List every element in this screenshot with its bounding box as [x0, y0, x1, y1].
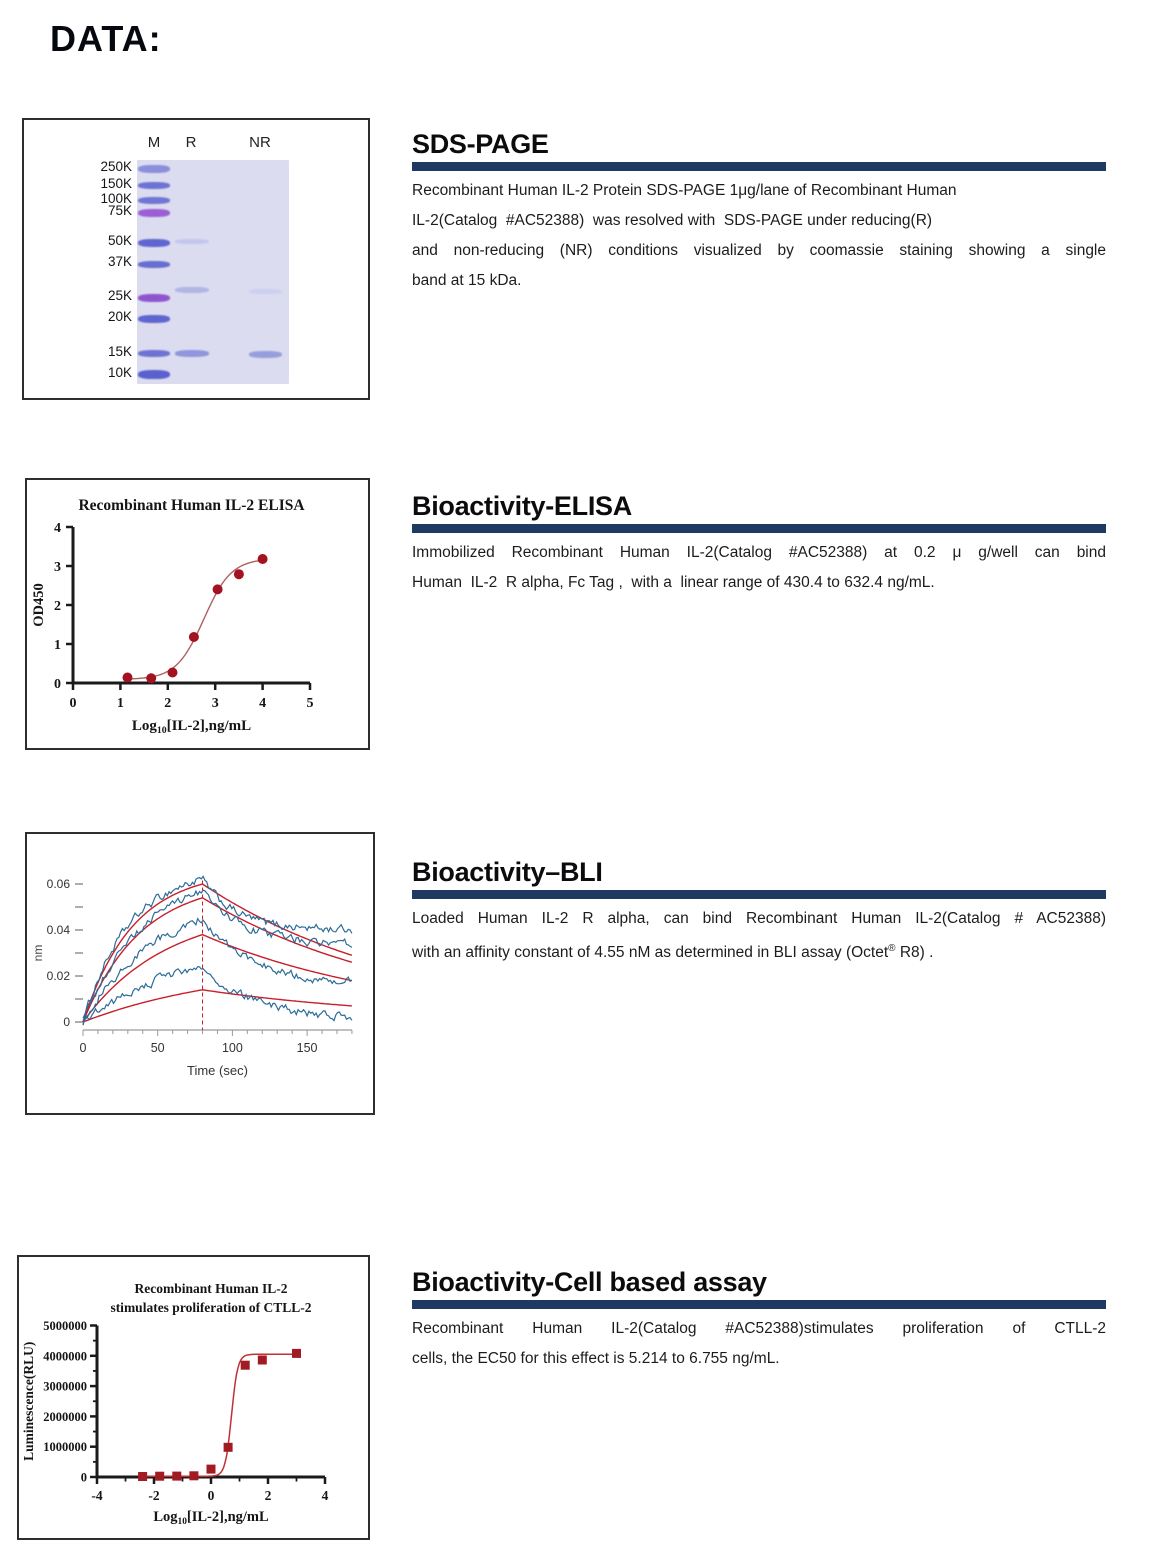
ctll2-data-point [292, 1349, 301, 1358]
svg-text:2: 2 [164, 696, 172, 711]
bioactivity-cell-text-line: cells, the EC50 for this effect is 5.214 to 6.755 ng/mL. [412, 1350, 780, 1367]
section-bioactivity-bli [412, 856, 1106, 968]
sds-page-text-line: Recombinant Human IL-2 Protein SDS-PAGE 1μg/lane of Recombinant Human [412, 182, 957, 199]
svg-text:Log10[IL-2],ng/mL: Log$_{10}$[IL-2],ng/mL [131, 718, 252, 736]
elisa-data-point [189, 632, 199, 642]
gel-band [138, 350, 170, 357]
svg-text:2: 2 [54, 599, 61, 614]
bioactivity-cell-text-line: Recombinant Human IL-2(Catalog #AC52388)stimulates proliferation of CTLL-2 [412, 1320, 1106, 1337]
elisa-data-point [213, 584, 223, 594]
bli-line2-pre: with an affinity constant of 4.55 nM as determined in BLI assay (Octet [412, 944, 889, 962]
gel-band [249, 351, 282, 358]
svg-text:3: 3 [211, 696, 219, 711]
svg-text:1: 1 [116, 696, 124, 711]
ctll2-data-point [155, 1472, 164, 1481]
svg-text:5: 5 [306, 696, 314, 711]
bioactivity-elisa-text-line: Immobilized Recombinant Human IL-2(Catalog #AC52388) at 0.2 μ g/well can bind [412, 544, 1106, 561]
gel-lane-label: M [147, 134, 161, 151]
gel-marker-label: 15K [107, 343, 132, 359]
svg-text:0: 0 [79, 1041, 87, 1055]
svg-text:5000000: 5000000 [43, 1319, 87, 1333]
gel-marker-label: 150K [100, 175, 132, 191]
bioactivity-cell-heading: Bioactivity-Cell based assay [412, 1267, 767, 1297]
svg-text:nm: nm [31, 944, 45, 962]
svg-text:4: 4 [259, 696, 267, 711]
gel-band [138, 165, 170, 173]
svg-text:4: 4 [321, 1488, 329, 1503]
bioactivity-elisa-text-line: Human IL-2 R alpha, Fc Tag , with a linear range of 430.4 to 632.4 ng/mL. [412, 574, 935, 591]
sds-page-heading: SDS-PAGE [412, 129, 549, 159]
bli-data-trace [83, 967, 352, 1021]
gel-marker-label: 250K [100, 158, 132, 174]
svg-text:3000000: 3000000 [43, 1379, 87, 1394]
ctll2-chart [19, 1257, 368, 1538]
svg-text:Log10[IL-2],ng/mL: Log$_{10}$[IL-2],ng/mL [153, 1509, 269, 1527]
cell-assay-chart-figure [17, 1255, 370, 1540]
svg-text:4000000: 4000000 [43, 1349, 87, 1364]
ctll2-fit-curve [140, 1354, 297, 1476]
svg-text:0: 0 [54, 677, 61, 692]
svg-text:0: 0 [69, 696, 77, 711]
gel-band [138, 370, 170, 379]
svg-text:2000000: 2000000 [43, 1409, 87, 1424]
elisa-chart-figure [25, 478, 370, 750]
gel-band [138, 209, 170, 217]
registered-trademark-symbol: ® [888, 943, 896, 954]
bli-fit-curve [83, 898, 352, 1022]
gel-marker-label: 50K [107, 232, 132, 248]
gel-band [138, 239, 170, 247]
sds-page-gel-figure [22, 118, 370, 400]
svg-text:0.04: 0.04 [46, 923, 70, 937]
bli-chart-figure [25, 832, 375, 1115]
svg-text:0.06: 0.06 [46, 877, 70, 891]
bli-line2-post: R8) . [895, 944, 934, 962]
ctll2-data-point [258, 1356, 267, 1365]
gel-lane-label: NR [249, 134, 271, 151]
gel-marker-label: 25K [107, 287, 132, 303]
bioactivity-bli-text-line [412, 934, 1106, 968]
sds-page-heading-rule [412, 162, 1106, 171]
gel-band [249, 289, 282, 294]
sds-page-text-line: and non-reducing (NR) conditions visualized by coomassie staining showing a single [412, 242, 1106, 259]
ctll2-data-point [224, 1443, 233, 1452]
gel-image [24, 120, 368, 398]
svg-text:2: 2 [264, 1488, 272, 1503]
gel-band [138, 261, 170, 268]
elisa-chart [27, 480, 368, 748]
ctll2-data-point [241, 1361, 250, 1370]
bli-data-trace [83, 890, 352, 1018]
bioactivity-cell-heading-rule [412, 1300, 1106, 1309]
elisa-data-point [168, 668, 178, 678]
svg-text:OD450: OD450 [31, 583, 47, 627]
svg-text:0: 0 [63, 1015, 70, 1029]
svg-text:4: 4 [54, 521, 61, 536]
gel-marker-label: 10K [107, 364, 132, 380]
gel-band [138, 197, 170, 204]
svg-text:0.02: 0.02 [46, 969, 70, 983]
page-title: DATA: [50, 18, 162, 59]
svg-text:3: 3 [54, 560, 61, 575]
svg-text:-4: -4 [91, 1488, 103, 1503]
gel-band [138, 315, 170, 323]
ctll2-data-point [172, 1472, 181, 1481]
elisa-data-point [234, 569, 244, 579]
bioactivity-elisa-heading-rule [412, 524, 1106, 533]
elisa-data-point [146, 673, 156, 683]
ctll2-data-point [207, 1465, 216, 1474]
sds-page-text-line: band at 15 kDa. [412, 272, 522, 289]
section-bioactivity-elisa [412, 490, 1106, 598]
gel-band [175, 287, 209, 293]
gel-band [138, 182, 170, 189]
svg-text:-2: -2 [148, 1488, 160, 1503]
ctll2-data-point [189, 1471, 198, 1480]
elisa-data-point [123, 673, 133, 683]
svg-text:0: 0 [207, 1488, 215, 1503]
section-sds-page [412, 128, 1106, 296]
gel-marker-label: 20K [107, 309, 132, 325]
ctll2-data-point [138, 1472, 147, 1481]
sds-page-text-line: IL-2(Catalog #AC52388) was resolved with SDS-PAGE under reducing(R) [412, 212, 933, 229]
section-bioactivity-cell-assay [412, 1266, 1106, 1374]
svg-text:1: 1 [54, 638, 61, 653]
elisa-fit-curve [125, 560, 263, 679]
bli-chart [27, 834, 373, 1113]
svg-text:Luminescence(RLU): Luminescence(RLU) [21, 1341, 36, 1461]
svg-text:100: 100 [221, 1041, 243, 1055]
svg-text:150: 150 [296, 1041, 318, 1055]
gel-marker-label: 100K [100, 190, 132, 206]
gel-marker-label: 37K [107, 254, 132, 270]
bioactivity-bli-heading: Bioactivity–BLI [412, 857, 603, 887]
svg-text:stimulates proliferation of CT: stimulates proliferation of CTLL-2 [110, 1300, 312, 1315]
bioactivity-elisa-heading: Bioactivity-ELISA [412, 491, 632, 521]
svg-text:0: 0 [80, 1470, 87, 1485]
svg-text:50: 50 [150, 1041, 165, 1055]
svg-text:Time (sec): Time (sec) [187, 1063, 248, 1078]
gel-marker-label: 75K [107, 203, 132, 219]
svg-text:Recombinant Human IL-2: Recombinant Human IL-2 [134, 1281, 288, 1296]
elisa-data-point [258, 554, 268, 564]
bioactivity-bli-heading-rule [412, 890, 1106, 899]
svg-text:Recombinant Human IL-2 ELISA: Recombinant Human IL-2 ELISA [78, 497, 305, 514]
gel-lane-label: R [185, 134, 197, 151]
gel-band [138, 294, 170, 302]
bioactivity-bli-text-line: Loaded Human IL-2 R alpha, can bind Recombinant Human IL-2(Catalog # AC52388) [412, 910, 1106, 927]
svg-text:1000000: 1000000 [43, 1440, 87, 1455]
